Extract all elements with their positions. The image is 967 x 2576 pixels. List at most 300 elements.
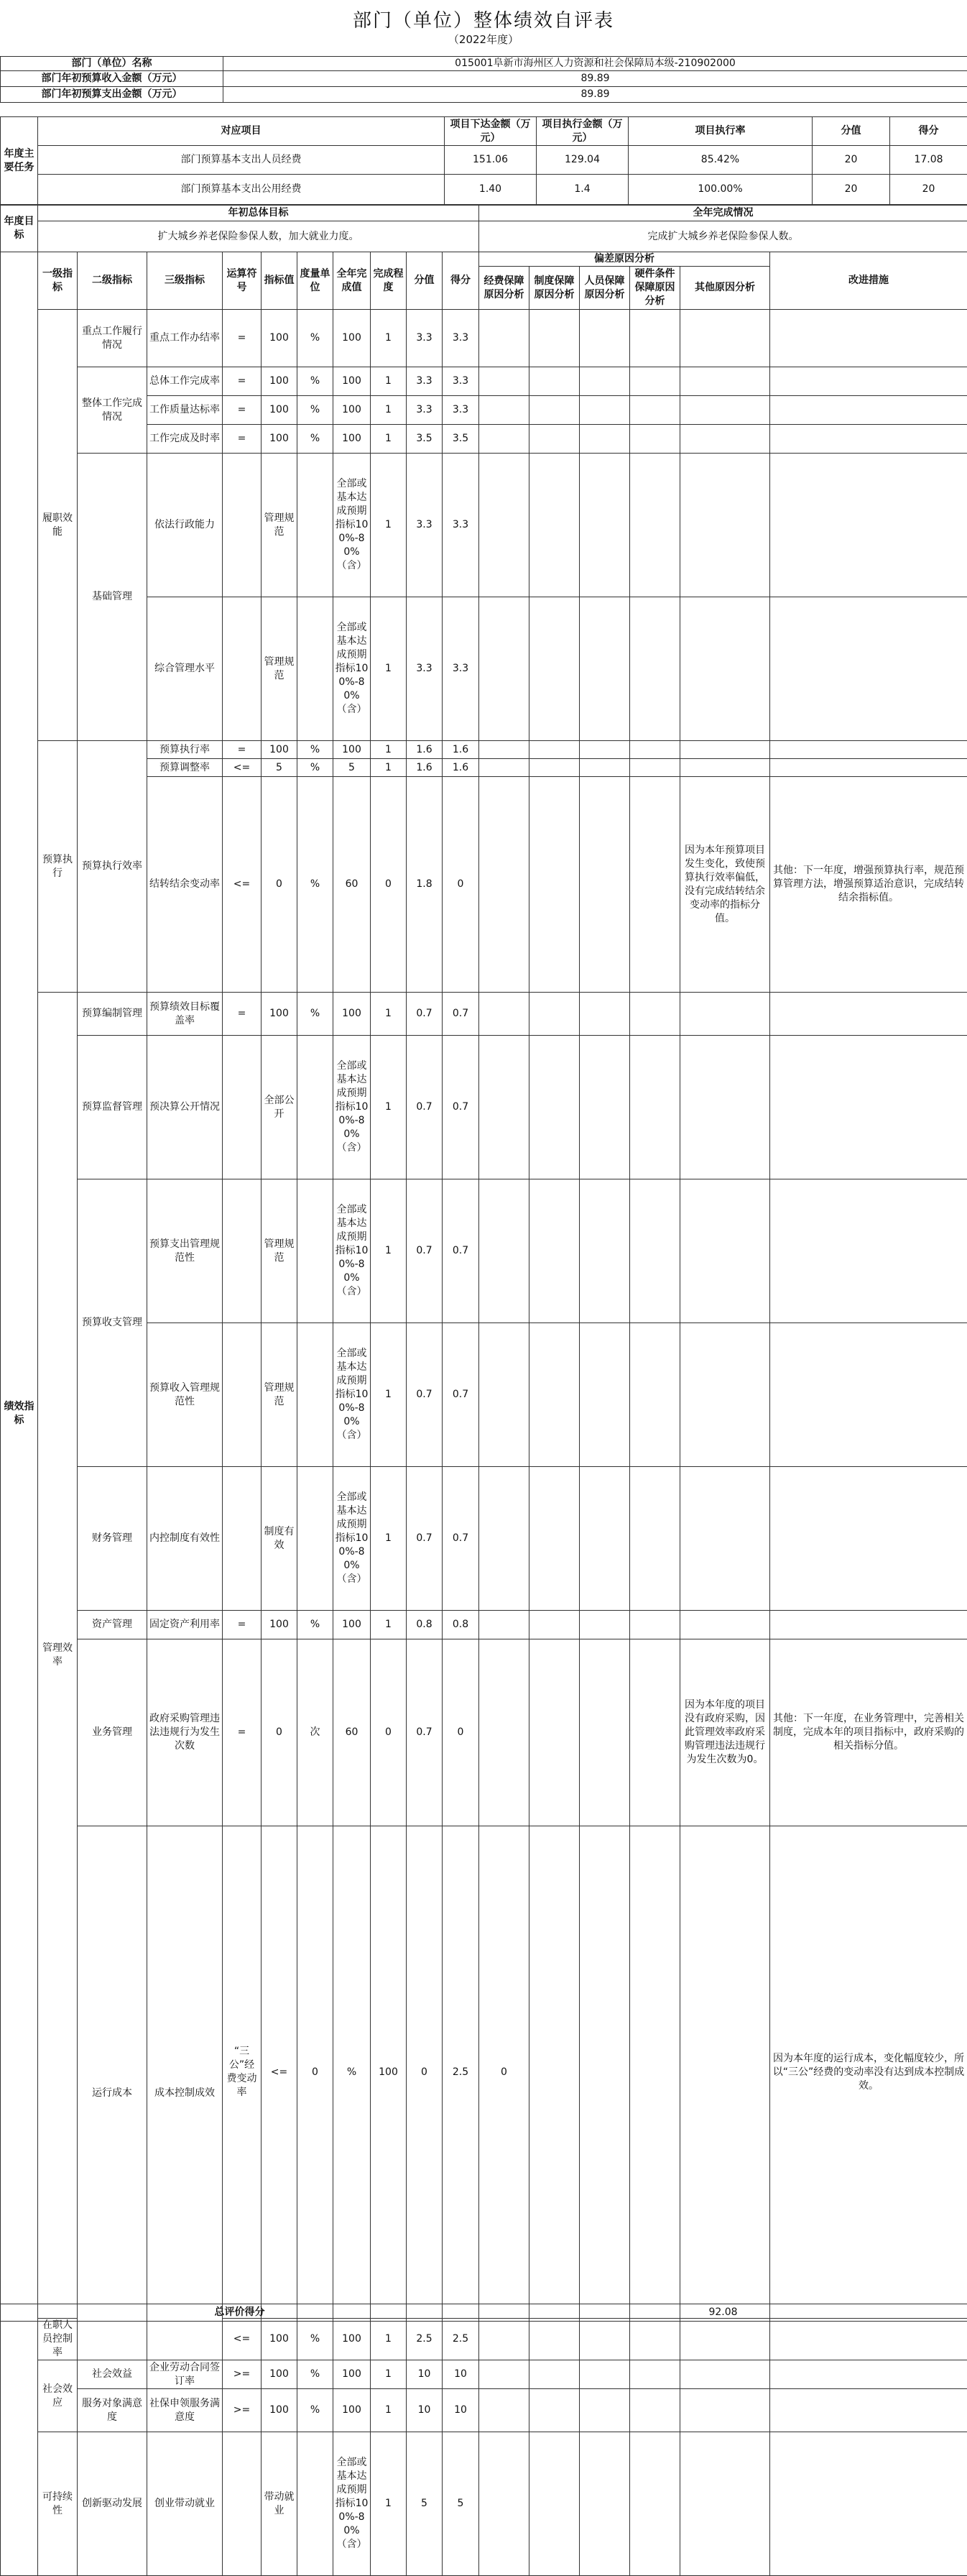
empty-cell [580, 367, 630, 396]
initial-goal-header: 年初总体目标 [38, 206, 479, 221]
target-value-cell: 100 [262, 425, 297, 454]
target-value-cell: 管理规范 [262, 597, 297, 741]
got-cell: 0 [443, 777, 479, 993]
measure-cell [770, 759, 967, 777]
done-cell: 全部或基本达成预期指标100%-80%（含） [333, 454, 371, 597]
empty-cell [479, 1036, 529, 1179]
goals-table [0, 205, 967, 252]
empty-cell [529, 1826, 580, 2319]
task-cell: 20 [890, 175, 967, 205]
empty-cell [580, 1036, 630, 1179]
subgroup-label: 重点工作履行情况 [78, 310, 147, 367]
got-cell: 0 [479, 1826, 529, 2319]
empty-cell [580, 454, 630, 597]
done-cell: 全部或基本达成预期指标100%-80%（含） [333, 1323, 371, 1467]
task-cell: 20 [813, 175, 890, 205]
empty-cell [630, 777, 680, 993]
empty-cell [580, 2319, 630, 2360]
target-value-cell: 100 [262, 2360, 297, 2389]
score-cell: 0.7 [407, 1179, 443, 1323]
subgroup-label: 整体工作完成情况 [78, 367, 147, 454]
empty-cell [479, 310, 529, 367]
subgroup-label: 资产管理 [78, 1611, 147, 1639]
target-value-cell: 管理规范 [262, 1179, 297, 1323]
score-cell: 0.7 [407, 1036, 443, 1179]
tasks-header: 项目执行金额（万元） [537, 117, 629, 146]
table-row [1, 1467, 967, 1611]
unit-cell: % [297, 425, 333, 454]
unit-cell: % [297, 1611, 333, 1639]
empty-cell [479, 396, 529, 425]
indicator-name: 重点工作办结率 [147, 310, 223, 367]
operator-cell: = [223, 367, 262, 396]
indicator-name: 在职人员控制率 [38, 2319, 78, 2360]
got-cell: 0.7 [443, 1179, 479, 1323]
task-cell: 1.4 [537, 175, 629, 205]
empty-cell [529, 597, 580, 741]
table-row [1, 993, 967, 1036]
indicator-name: 结转结余变动率 [147, 777, 223, 993]
empty-cell [580, 2432, 630, 2576]
empty-cell [580, 2389, 630, 2432]
table-row [1, 454, 967, 597]
empty-cell [630, 597, 680, 741]
target-value-cell: 0 [297, 1826, 333, 2319]
unit-cell: % [297, 396, 333, 425]
operator-cell: <= [223, 777, 262, 993]
target-value-cell: 全部公开 [262, 1036, 297, 1179]
done-cell: 100 [333, 2389, 371, 2432]
operator-cell: = [223, 310, 262, 367]
score-cell: 3.5 [407, 425, 443, 454]
other-reason-cell [680, 741, 770, 759]
operator-cell: = [223, 425, 262, 454]
col-header: 硬件条件保障原因分析 [630, 267, 680, 310]
empty-cell [529, 454, 580, 597]
empty-cell [479, 454, 529, 597]
done-cell: 全部或基本达成预期指标100%-80%（含） [333, 1467, 371, 1611]
measure-cell [770, 1467, 967, 1611]
empty-cell [529, 1323, 580, 1467]
empty-cell [630, 425, 680, 454]
group-label: 可持续性 [38, 2432, 78, 2576]
group-label: 预算执行 [38, 741, 78, 993]
degree-cell: 1 [371, 2319, 407, 2360]
done-cell: 全部或基本达成预期指标100%-80%（含） [333, 597, 371, 741]
completion-header: 全年完成情况 [479, 206, 967, 221]
table-row [1, 367, 967, 396]
done-cell: 100 [333, 425, 371, 454]
empty-cell [630, 1639, 680, 1826]
other-reason-cell [680, 396, 770, 425]
group-label: 管理效率 [38, 993, 78, 2319]
got-cell: 3.3 [443, 367, 479, 396]
info-table [0, 56, 967, 103]
empty-cell [580, 759, 630, 777]
score-cell: 0.8 [407, 1611, 443, 1639]
task-cell: 20 [813, 146, 890, 175]
score-cell: 3.3 [407, 367, 443, 396]
empty-cell [529, 2432, 580, 2576]
unit-cell [297, 1323, 333, 1467]
degree-cell: 0 [407, 1826, 443, 2319]
empty-cell [479, 2319, 529, 2360]
indicator-name: 预决算公开情况 [147, 1036, 223, 1179]
degree-cell: 0 [371, 777, 407, 993]
tasks-header: 对应项目 [38, 117, 445, 146]
indicator-name: 内控制度有效性 [147, 1467, 223, 1611]
col-header: 人员保障原因分析 [580, 267, 630, 310]
indicator-name: 创业带动就业 [147, 2432, 223, 2576]
target-value-cell: 管理规范 [262, 1323, 297, 1467]
score-cell: 0.7 [407, 1639, 443, 1826]
task-cell: 151.06 [445, 146, 537, 175]
empty-cell [529, 1036, 580, 1179]
empty-cell [630, 454, 680, 597]
target-value-cell: 带动就业 [262, 2432, 297, 2576]
score-cell: 0.7 [407, 1467, 443, 1611]
empty-cell [529, 1179, 580, 1323]
col-header: 二级指标 [78, 252, 147, 310]
indicator-name: 社保申领服务满意度 [147, 2389, 223, 2432]
total-label: 总评价得分 [1, 2304, 479, 2322]
indicator-name: 政府采购管理违法违规行为发生次数 [147, 1639, 223, 1826]
degree-cell: 1 [371, 993, 407, 1036]
empty-cell [630, 1611, 680, 1639]
other-reason-cell: 因为本年度的项目没有政府采购，因此管理效率政府采购管理违法违规行为发生次数为0。 [680, 1639, 770, 1826]
target-value-cell: 管理规范 [262, 454, 297, 597]
got-cell: 10 [443, 2389, 479, 2432]
operator-cell: <= [223, 2319, 262, 2360]
table-row [1, 2432, 967, 2576]
empty-cell [580, 1639, 630, 1826]
empty-cell [529, 777, 580, 993]
score-cell: 3.3 [407, 310, 443, 367]
operator-cell: = [223, 993, 262, 1036]
done-cell: 60 [333, 1639, 371, 1826]
operator-cell: >= [223, 2389, 262, 2432]
subgroup-label: 基础管理 [78, 454, 147, 741]
done-cell: 100 [371, 1826, 407, 2319]
subgroup-label: 预算监督管理 [78, 1036, 147, 1179]
degree-cell: 0 [371, 1639, 407, 1826]
empty-cell [529, 741, 580, 759]
got-cell: 1.6 [443, 741, 479, 759]
indicators-table [0, 252, 967, 2576]
empty-cell [630, 396, 680, 425]
tasks-side-label: 年度主要任务 [1, 117, 38, 205]
measure-cell [770, 2319, 967, 2360]
page-title: 部门（单位）整体绩效自评表 [0, 6, 967, 32]
got-cell: 0.8 [443, 1611, 479, 1639]
target-value-cell: 100 [262, 2319, 297, 2360]
operator-cell [223, 1179, 262, 1323]
subgroup-label: 预算收支管理 [78, 1179, 147, 1467]
subgroup-label: 成本控制成效 [147, 1826, 223, 2360]
empty-cell [479, 2432, 529, 2576]
other-reason-cell [680, 1323, 770, 1467]
operator-cell [223, 1467, 262, 1611]
other-reason-cell [680, 597, 770, 741]
done-cell: 全部或基本达成预期指标100%-80%（含） [333, 1036, 371, 1179]
measure-cell [770, 1611, 967, 1639]
target-value-cell: 100 [262, 1611, 297, 1639]
other-reason-cell [680, 425, 770, 454]
degree-cell: 1 [371, 454, 407, 597]
empty-cell [580, 741, 630, 759]
target-value-cell: 制度有效 [262, 1467, 297, 1611]
operator-cell: >= [223, 2360, 262, 2389]
indicator-name: 依法行政能力 [147, 454, 223, 597]
other-reason-cell [680, 1036, 770, 1179]
indicator-name: 预算支出管理规范性 [147, 1179, 223, 1323]
group-label: 运行成本 [78, 1826, 147, 2360]
measure-cell [770, 2432, 967, 2576]
other-reason-cell [680, 310, 770, 367]
empty-cell [630, 1467, 680, 1611]
empty-cell [529, 425, 580, 454]
degree-cell: 1 [371, 310, 407, 367]
operator-cell [223, 1036, 262, 1179]
table-row [1, 1036, 967, 1179]
income-value: 89.89 [223, 71, 967, 87]
dept-value: 015001阜新市海州区人力资源和社会保障局本级-210902000 [223, 57, 967, 71]
empty-cell [580, 597, 630, 741]
got-cell: 3.3 [443, 396, 479, 425]
done-cell: 100 [333, 2319, 371, 2360]
col-header: 得分 [443, 252, 479, 310]
tasks-header: 项目执行率 [629, 117, 813, 146]
other-reason-cell: 因为本年度的运行成本，变化幅度较少，所以“三公”经费的变动率没有达到成本控制成效。 [770, 1826, 967, 2319]
empty-cell [529, 310, 580, 367]
score-cell: 10 [407, 2360, 443, 2389]
measure-cell [770, 367, 967, 396]
score-cell: 3.3 [407, 597, 443, 741]
unit-cell: % [297, 310, 333, 367]
empty-cell [580, 777, 630, 993]
operator-cell [223, 454, 262, 597]
degree-cell: 1 [371, 2360, 407, 2389]
empty-cell [479, 2389, 529, 2432]
got-cell: 3.5 [443, 425, 479, 454]
indicator-name: 预算调整率 [147, 759, 223, 777]
subgroup-label: 财务管理 [78, 1467, 147, 1611]
operator-cell [223, 597, 262, 741]
degree-cell: 1 [371, 597, 407, 741]
done-cell: 全部或基本达成预期指标100%-80%（含） [333, 2432, 371, 2576]
empty-cell [630, 367, 680, 396]
expense-value: 89.89 [223, 87, 967, 103]
degree-cell: 1 [371, 367, 407, 396]
empty-cell [630, 2360, 680, 2389]
indicators-side-label: 绩效指标 [1, 252, 38, 2576]
operator-cell: = [223, 396, 262, 425]
target-value-cell: 100 [262, 2389, 297, 2432]
operator-cell: = [223, 1611, 262, 1639]
table-row [1, 2389, 967, 2432]
measure-cell [770, 1323, 967, 1467]
unit-cell: % [333, 1826, 371, 2319]
empty-cell [479, 1611, 529, 1639]
empty-cell [479, 367, 529, 396]
target-value-cell: 0 [262, 777, 297, 993]
indicator-name: 预算执行率 [147, 741, 223, 759]
task-cell: 100.00% [629, 175, 813, 205]
other-reason-cell [680, 454, 770, 597]
target-value-cell: 5 [262, 759, 297, 777]
empty-cell [479, 1639, 529, 1826]
target-value-cell: 100 [262, 741, 297, 759]
table-row [1, 1826, 967, 2319]
empty-cell [630, 2389, 680, 2432]
measure-cell [770, 597, 967, 741]
unit-cell [297, 1467, 333, 1611]
indicator-name: 总体工作完成率 [147, 367, 223, 396]
other-reason-cell [680, 1467, 770, 1611]
unit-cell: % [297, 777, 333, 993]
empty-cell [630, 1179, 680, 1323]
measure-cell [770, 310, 967, 367]
indicator-name: 综合管理水平 [147, 597, 223, 741]
empty-cell [580, 1467, 630, 1611]
unit-cell: % [297, 741, 333, 759]
col-header: 度量单位 [297, 252, 333, 310]
done-cell: 100 [333, 993, 371, 1036]
other-reason-cell: 因为本年预算项目发生变化，致使预算执行效率偏低，没有完成结转结余变动率的指标分值。 [680, 777, 770, 993]
degree-cell: 1 [371, 2389, 407, 2432]
target-value-cell: 100 [262, 396, 297, 425]
got-cell: 3.3 [443, 454, 479, 597]
unit-cell: % [297, 367, 333, 396]
empty-cell [529, 2389, 580, 2432]
empty-cell [630, 310, 680, 367]
empty-cell [479, 741, 529, 759]
empty-cell [529, 396, 580, 425]
empty-cell [479, 1179, 529, 1323]
tasks-table [0, 116, 967, 205]
empty-cell [529, 1467, 580, 1611]
operator-cell [223, 1323, 262, 1467]
target-value-cell: 100 [262, 367, 297, 396]
done-cell: 100 [333, 741, 371, 759]
operator-cell: = [223, 1639, 262, 1826]
total-table [0, 2304, 967, 2322]
unit-cell [297, 1179, 333, 1323]
empty-cell [580, 310, 630, 367]
unit-cell: % [297, 2319, 333, 2360]
degree-cell: 1 [371, 1467, 407, 1611]
income-label: 部门年初预算收入金额（万元） [1, 71, 223, 87]
score-cell: 5 [407, 2432, 443, 2576]
initial-goal-text: 扩大城乡养老保险参保人数，加大就业力度。 [38, 221, 479, 252]
got-cell: 0.7 [443, 1323, 479, 1467]
score-cell: 1.6 [407, 741, 443, 759]
empty-cell [580, 396, 630, 425]
done-cell: 5 [333, 759, 371, 777]
target-value-cell: 100 [262, 993, 297, 1036]
indicator-name: 固定资产利用率 [147, 1611, 223, 1639]
subgroup-label: 社会效益 [78, 2360, 147, 2389]
col-header: 三级指标 [147, 252, 223, 310]
got-cell: 5 [443, 2432, 479, 2576]
subgroup-label: 业务管理 [78, 1639, 147, 1826]
score-cell: 0.7 [407, 1323, 443, 1467]
col-header: 指标值 [262, 252, 297, 310]
col-header: 经费保障原因分析 [479, 267, 529, 310]
empty-cell [630, 759, 680, 777]
empty-cell [529, 1639, 580, 1826]
score-cell: 1.6 [407, 759, 443, 777]
task-cell: 部门预算基本支出公用经费 [38, 175, 445, 205]
col-header: 完成程度 [371, 252, 407, 310]
other-reason-cell [680, 367, 770, 396]
empty-cell [529, 2319, 580, 2360]
other-reason-cell [680, 2389, 770, 2432]
unit-cell: % [297, 759, 333, 777]
measure-cell [770, 396, 967, 425]
empty-cell [479, 777, 529, 993]
empty-cell [479, 425, 529, 454]
unit-cell: 次 [297, 1639, 333, 1826]
operator-cell: = [223, 741, 262, 759]
unit-cell: % [297, 993, 333, 1036]
empty-cell [479, 993, 529, 1036]
table-row [1, 310, 967, 367]
empty-cell [580, 425, 630, 454]
tasks-header: 分值 [813, 117, 890, 146]
dept-label: 部门（单位）名称 [1, 57, 223, 71]
degree-cell: 1 [371, 759, 407, 777]
col-header: 其他原因分析 [680, 267, 770, 310]
degree-cell: 1 [371, 1179, 407, 1323]
empty-cell [479, 1323, 529, 1467]
indicator-name: 预算绩效目标覆盖率 [147, 993, 223, 1036]
col-header: 运算符号 [223, 252, 262, 310]
total-value: 92.08 [479, 2304, 967, 2322]
deviation-header: 偏差原因分析 [479, 252, 770, 267]
col-header: 一级指标 [38, 252, 78, 310]
measure-cell [770, 1179, 967, 1323]
target-value-cell: 0 [262, 1639, 297, 1826]
got-cell: 3.3 [443, 310, 479, 367]
indicator-name: “三公”经费变动率 [223, 1826, 262, 2319]
target-value-cell: 100 [262, 310, 297, 367]
subgroup-label: 服务对象满意度 [78, 2389, 147, 2432]
tasks-header: 项目下达金额（万元） [445, 117, 537, 146]
empty-cell [580, 1179, 630, 1323]
empty-cell [529, 367, 580, 396]
col-header: 制度保障原因分析 [529, 267, 580, 310]
degree-cell: 1 [371, 425, 407, 454]
got-cell: 10 [443, 2360, 479, 2389]
done-cell: 100 [333, 367, 371, 396]
col-header: 改进措施 [770, 252, 967, 310]
empty-cell [580, 1826, 630, 2319]
unit-cell [297, 454, 333, 597]
expense-label: 部门年初预算支出金额（万元） [1, 87, 223, 103]
empty-cell [630, 1323, 680, 1467]
measure-cell [770, 2389, 967, 2432]
unit-cell [297, 597, 333, 741]
done-cell: 100 [333, 2360, 371, 2389]
score-cell: 1.8 [407, 777, 443, 993]
completion-text: 完成扩大城乡养老保险参保人数。 [479, 221, 967, 252]
measure-cell [770, 993, 967, 1036]
indicator-name: 工作完成及时率 [147, 425, 223, 454]
empty-cell [630, 1036, 680, 1179]
group-label: 社会效应 [38, 2360, 78, 2432]
subgroup-label: 预算编制管理 [78, 993, 147, 1036]
